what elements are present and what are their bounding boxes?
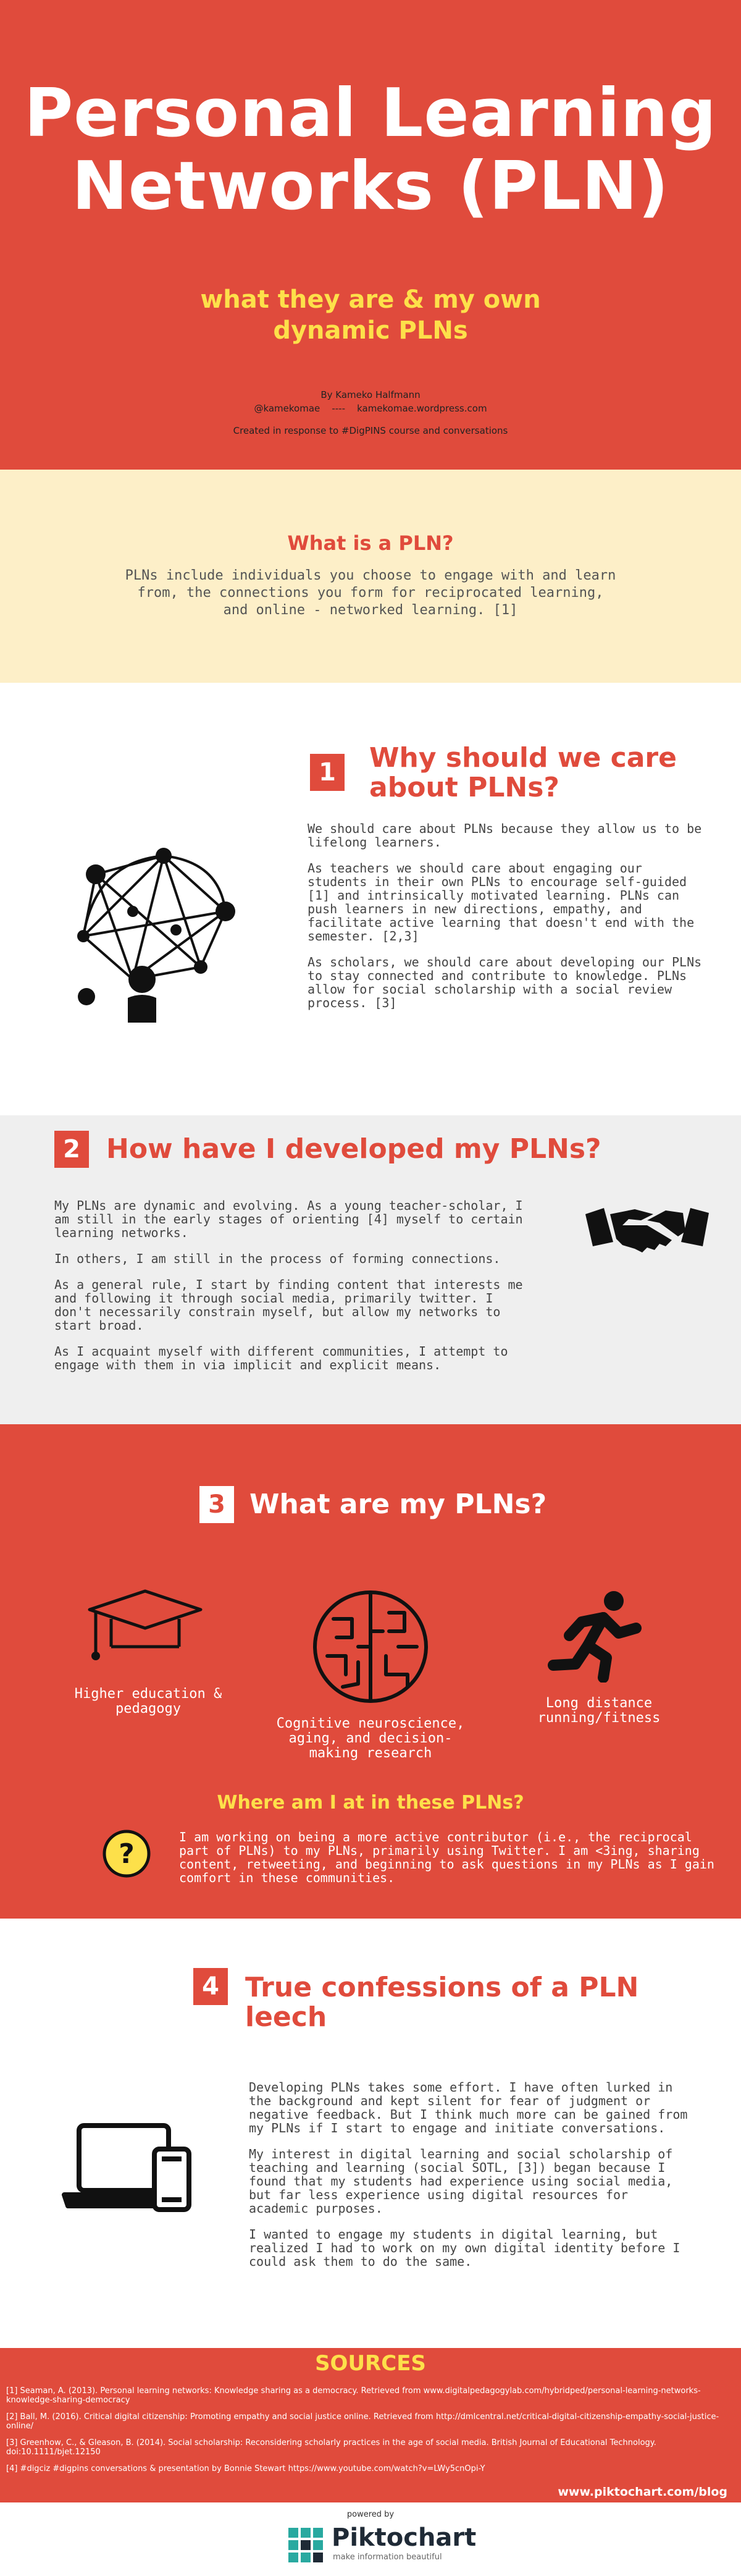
header-section — [0, 0, 741, 470]
why-section — [0, 683, 741, 1115]
what-text: PLNs include individuals you choose to engage with and learn from, the connections you form for reciprocated learning, and online - networked learning. [1] — [125, 568, 616, 618]
pln-label-neuroscience: Cognitive neuroscience, aging, and decision-making research — [276, 1716, 465, 1761]
confessions-paragraph: I wanted to engage my students in digital learning, but realized I had to work on my own digital identity before I could ask them to do the same. — [249, 2227, 680, 2269]
why-heading-line-1: Why should we care — [369, 742, 677, 774]
my-plns-heading: What are my PLNs? — [249, 1489, 547, 1520]
section-number-4: 4 — [193, 1968, 228, 2005]
powered-by-label: powered by — [346, 2510, 395, 2519]
twitter-handle[interactable]: @kamekomae — [254, 403, 320, 414]
confessions-body — [249, 2080, 693, 2281]
why-paragraph: As scholars, we should care about developing our PLNs to stay connected and contribute to knowledge. PLNs allow for social scholarship with a social review process. [3] — [308, 955, 702, 1010]
how-body — [54, 1199, 524, 1384]
page-title — [0, 77, 741, 223]
subtitle-line-1: what they are & my own — [200, 285, 541, 314]
piktochart-blog-link[interactable]: www.piktochart.com/blog — [558, 2485, 727, 2499]
how-paragraph: In others, I am still in the process of forming connections. — [54, 1251, 501, 1266]
title-line-1: Personal Learning — [24, 75, 717, 152]
title-line-2: Networks (PLN) — [72, 148, 669, 225]
why-paragraph: As teachers we should care about engaging our students in their own PLNs to encourage self-guided [1] and intrinsically motivated learning. PLNs can push learners in new directions, empathy, and facilitate active learning that doesn't end with the semester. [2,3] — [308, 861, 695, 944]
where-heading: Where am I at in these PLNs? — [217, 1792, 524, 1814]
page-subtitle — [0, 284, 741, 346]
what-heading: What is a PLN? — [287, 531, 454, 555]
source-item: [2] Ball, M. (2016). Critical digital citizenship: Promoting empathy and social justice online. Retrieved from http://dmlcentral.net/critical-digital-citizenship-empathy-social-justice-online/ — [6, 2412, 719, 2431]
piktochart-brand: Piktochart — [332, 2523, 477, 2552]
confessions-heading: True confessions of a PLN leech — [245, 1972, 639, 2033]
created-note: Created in response to #DigPINS course and conversations — [233, 425, 508, 436]
confessions-paragraph: My interest in digital learning and social scholarship of teaching and learning (social SOTL, [3]) began because I found that my students had experience using social media, but far less experience using digital resources for academic purposes. — [249, 2147, 673, 2216]
confessions-section — [0, 1919, 741, 2348]
author-links — [0, 403, 741, 414]
subtitle-line-2: dynamic PLNs — [273, 316, 468, 345]
pln-label-higher-ed: Higher education & pedagogy — [74, 1686, 222, 1717]
author-line: By Kameko Halfmann — [320, 389, 421, 400]
section-number-2: 2 — [54, 1131, 89, 1168]
how-section — [0, 1115, 741, 1424]
sources-heading: SOURCES — [315, 2351, 426, 2376]
piktochart-logo[interactable] — [287, 2523, 477, 2567]
where-text: I am working on being a more active contributor (i.e., the reciprocal part of PLNs) to my PLNs, primarily using Twitter. I am <3ing, sharing content, retweeting, and beginning to ask questions in my PLNs as I gain comfort in these communities. — [179, 1830, 714, 1885]
sources-section — [0, 2348, 741, 2576]
sources-list — [6, 2386, 735, 2481]
why-paragraph: We should care about PLNs because they allow us to be lifelong learners. — [308, 821, 702, 850]
source-item: [1] Seaman, A. (2013). Personal learning networks: Knowledge sharing as a democracy. Retrieved from www.digitalpedagogylab.com/hybridped/personal-learning-networks-knowledge-sharing-democracy — [6, 2386, 701, 2405]
laptop-phone-icon — [62, 2119, 198, 2212]
runner-icon — [545, 1590, 643, 1683]
why-heading — [369, 743, 715, 803]
what-is-pln-section — [0, 470, 741, 683]
how-paragraph: As I acquaint myself with different communities, I attempt to engage with them in via implicit and explicit means. — [54, 1344, 508, 1372]
confessions-paragraph: Developing PLNs takes some effort. I have often lurked in the background and kept silent for fear of judgment or negative feedback. But I think much more can be gained from my PLNs if I start to engage and initiate conversations. — [249, 2080, 688, 2135]
pln-label-running: Long distance running/fitness — [537, 1696, 661, 1726]
blog-link[interactable]: kamekomae.wordpress.com — [357, 403, 487, 414]
separator: ---- — [332, 403, 345, 414]
graduation-cap-icon — [83, 1585, 207, 1665]
how-heading: How have I developed my PLNs? — [106, 1133, 601, 1165]
piktochart-logo-icon — [287, 2527, 325, 2565]
source-item: [4] #digciz #digpins conversations & presentation by Bonnie Stewart https://www.youtube.com/watch?v=LWy5cnOpi-Y — [6, 2464, 485, 2473]
network-person-icon — [59, 825, 244, 1023]
why-body — [308, 822, 703, 1022]
piktochart-tagline: make information beautiful — [333, 2553, 442, 2562]
question-mark-icon — [102, 1829, 151, 1878]
how-paragraph: My PLNs are dynamic and evolving. As a young teacher-scholar, I am still in the early stages of orienting [4] myself to certain learning networks. — [54, 1198, 523, 1240]
svg-text:?: ? — [119, 1838, 135, 1870]
my-plns-section — [0, 1424, 741, 1919]
source-item: [3] Greenhow, C., & Gleason, B. (2014). Social scholarship: Reconsidering scholarly practices in the age of social media. British Journal of Educational Technology. doi:10.1111/bjet.12150 — [6, 2438, 656, 2457]
section-number-1: 1 — [310, 754, 345, 791]
section-number-3: 3 — [199, 1486, 234, 1523]
why-heading-line-2: about PLNs? — [369, 772, 559, 803]
brain-icon — [309, 1588, 432, 1705]
how-paragraph: As a general rule, I start by finding content that interests me and following it through social media, primarily twitter. I don't necessarily constrain myself, but allow my networks to start broad. — [54, 1277, 523, 1333]
handshake-icon — [585, 1196, 709, 1257]
